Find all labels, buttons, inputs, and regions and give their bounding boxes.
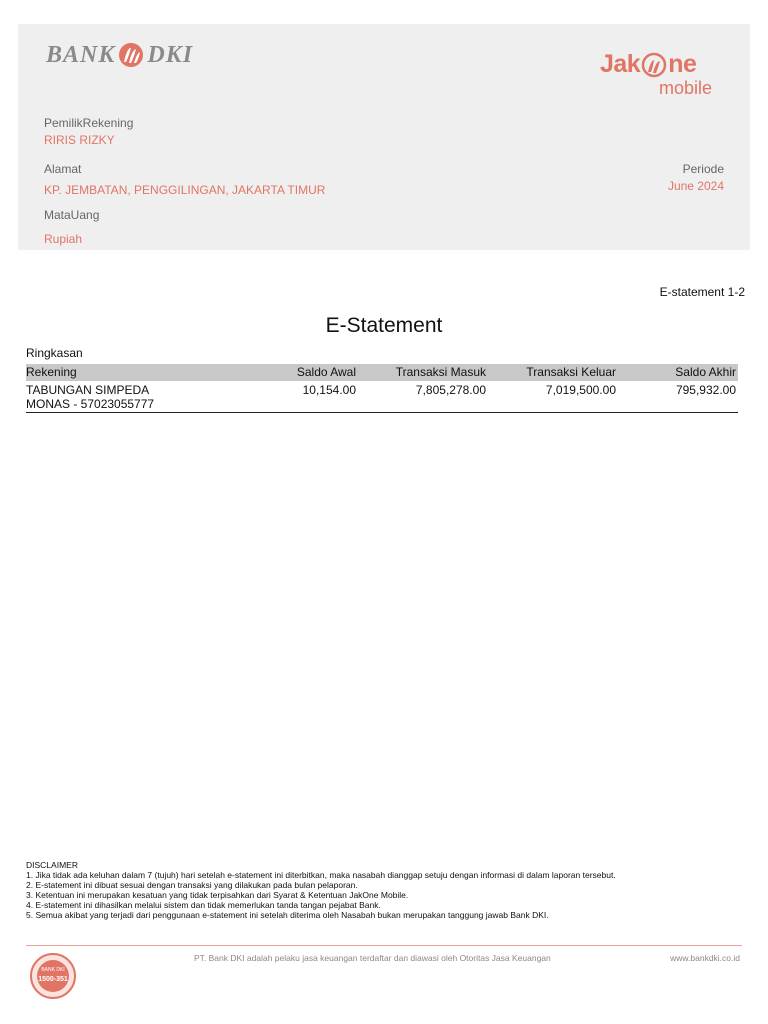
- outgoing-cell: 7,019,500.00: [488, 381, 618, 413]
- disclaimer-item: 3. Ketentuan ini merupakan kesatuan yang tidak terpisahkan dari Syarat & Ketentuan JakOne Mobile.: [26, 890, 409, 900]
- jakone-logo-mobile: mobile: [658, 78, 712, 98]
- disclaimer: [26, 860, 616, 920]
- disclaimer-item: 4. E-statement ini dihasilkan melalui sistem dan tidak memerlukan tanda tangan pejabat Bank.: [26, 900, 381, 910]
- currency-value: Rupiah: [44, 232, 83, 246]
- call-center-badge-icon: [26, 952, 80, 1000]
- table-row: [26, 381, 738, 413]
- owner-label: PemilikRekening: [44, 116, 134, 130]
- footer-divider: [26, 945, 742, 946]
- jakone-logo-jak: Jak: [600, 50, 641, 78]
- closing-balance-cell: 795,932.00: [618, 381, 738, 413]
- header-outgoing: Transaksi Keluar: [488, 364, 618, 381]
- footer-regulation-text: PT. Bank DKI adalah pelaku jasa keuangan terdaftar dan diawasi oleh Otoritas Jasa Keuangan: [194, 953, 551, 963]
- account-cell: TABUNGAN SIMPEDA MONAS - 57023055777: [26, 381, 256, 413]
- incoming-cell: 7,805,278.00: [358, 381, 488, 413]
- badge-number-text: 1500-351: [38, 976, 68, 983]
- bank-logo-text-left: BANK: [46, 41, 116, 68]
- summary-section-label: Ringkasan: [26, 346, 83, 360]
- footer-website-link[interactable]: www.bankdki.co.id: [670, 953, 740, 963]
- badge-top-text: BANK DKI: [41, 967, 65, 973]
- bank-logo-text-right: DKI: [147, 41, 194, 68]
- disclaimer-item: 2. E-statement ini dibuat sesuai dengan transaksi yang dilakukan pada bulan pelaporan.: [26, 880, 358, 890]
- period-label: Periode: [682, 162, 724, 176]
- jakone-logo-ne: ne: [668, 50, 697, 78]
- address-value: KP. JEMBATAN, PENGGILINGAN, JAKARTA TIMUR: [44, 183, 326, 197]
- disclaimer-heading: DISCLAIMER: [26, 860, 78, 870]
- page-indicator: E-statement 1-2: [659, 285, 745, 299]
- header-account: Rekening: [26, 364, 256, 381]
- address-label: Alamat: [44, 162, 82, 176]
- jakone-mobile-logo: [600, 50, 712, 98]
- summary-table: [26, 364, 738, 413]
- page-title: E-Statement: [325, 314, 443, 337]
- summary-header-row: [26, 364, 738, 381]
- disclaimer-item: 5. Semua akibat yang terjadi dari penggunaan e-statement ini setelah diterima oleh Nasabah bukan merupakan tanggung jawab Bank DKI.: [26, 910, 549, 920]
- header-opening-balance: Saldo Awal: [256, 364, 358, 381]
- statement-header: [18, 24, 750, 250]
- bank-dki-emblem-icon: [118, 42, 144, 68]
- owner-value: RIRIS RIZKY: [44, 133, 115, 147]
- period-value: June 2024: [667, 179, 724, 193]
- disclaimer-item: 1. Jika tidak ada keluhan dalam 7 (tujuh) hari setelah e-statement ini diterbitkan, maka nasabah dianggap setuju dengan informasi di dalam laporan tersebut.: [26, 870, 616, 880]
- bank-dki-logo: [46, 42, 193, 68]
- currency-label: MataUang: [44, 208, 100, 222]
- opening-balance-cell: 10,154.00: [256, 381, 358, 413]
- jakone-o-icon: [641, 52, 667, 78]
- header-closing-balance: Saldo Akhir: [618, 364, 738, 381]
- header-incoming: Transaksi Masuk: [358, 364, 488, 381]
